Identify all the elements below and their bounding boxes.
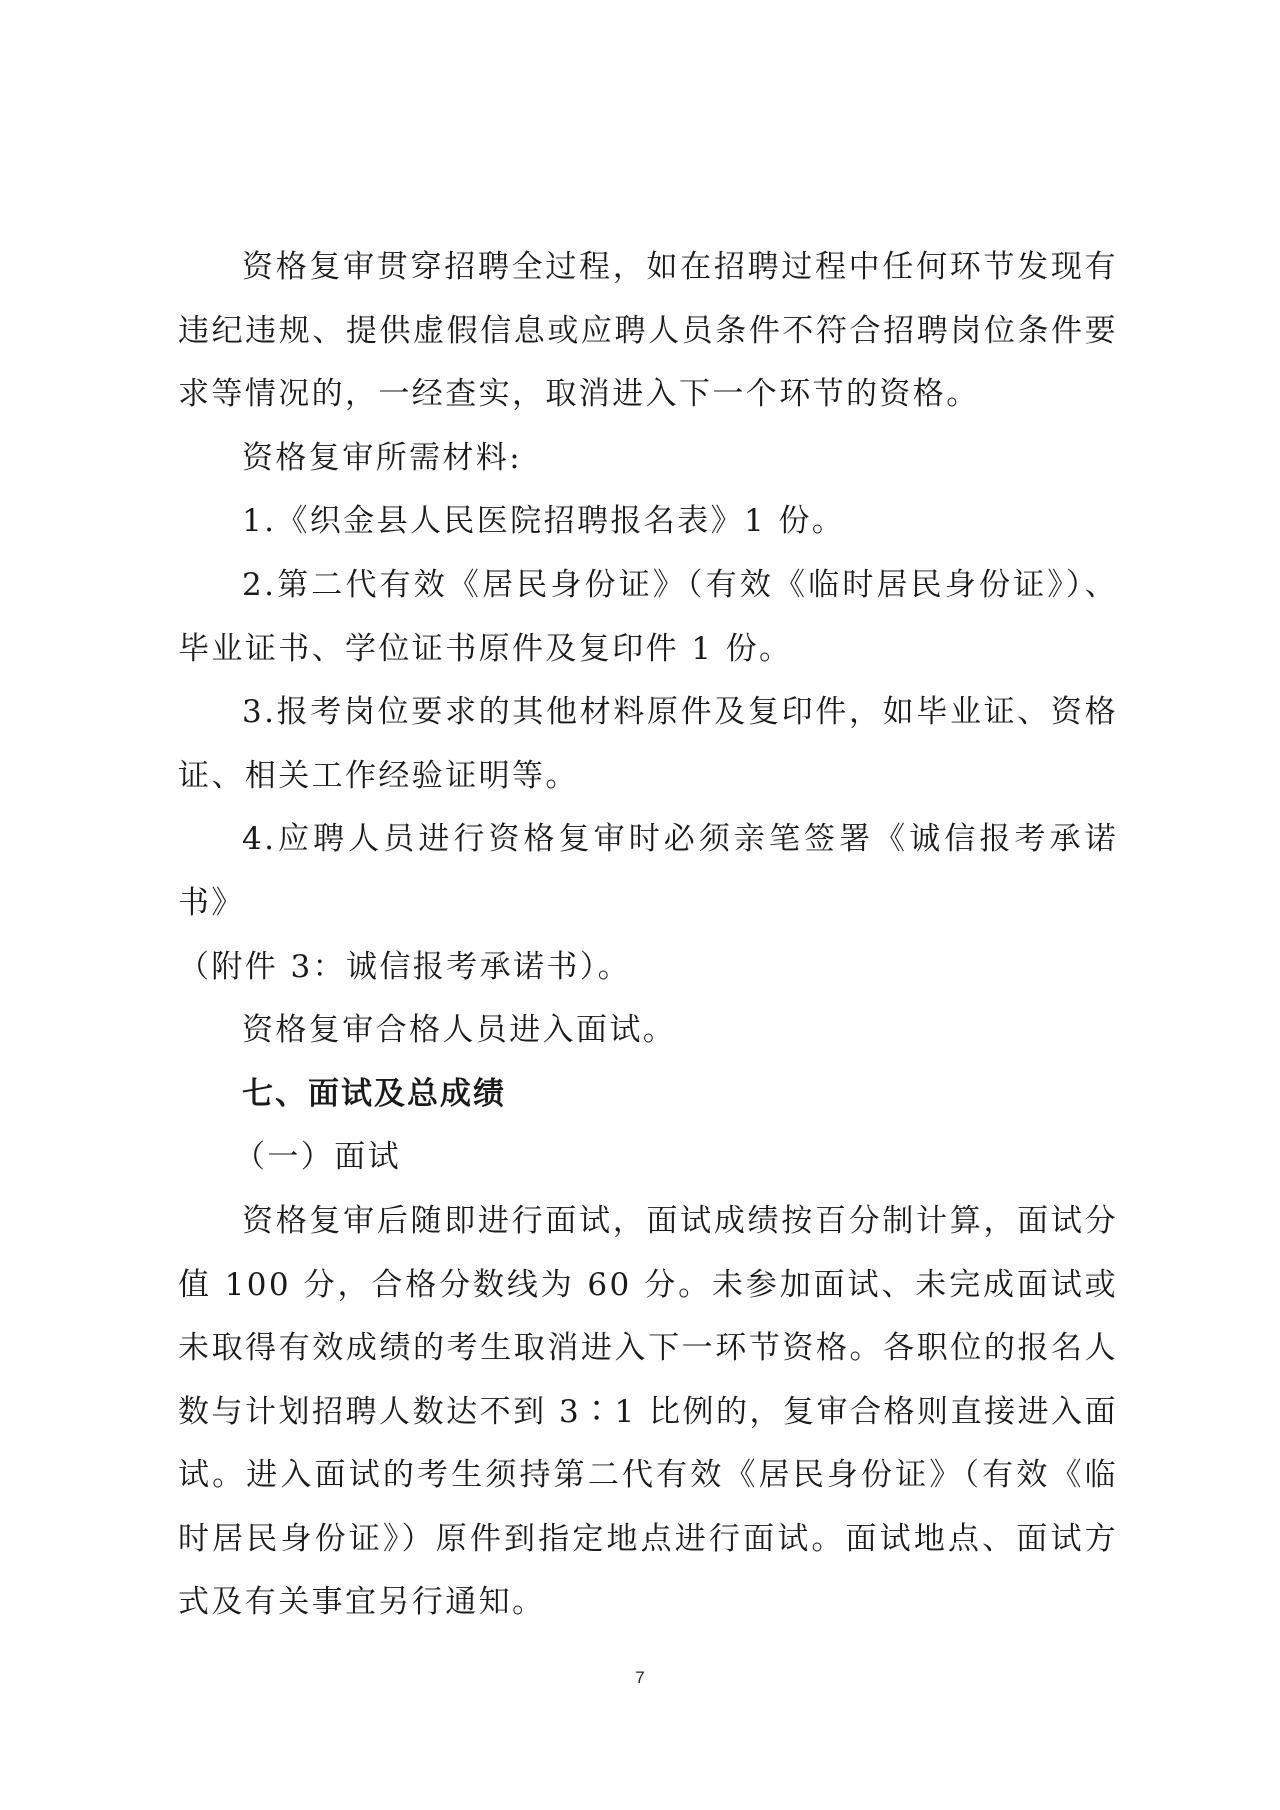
list-item-integrity-pledge: 4.应聘人员进行资格复审时必须亲笔签署《诚信报考承诺书》 — [178, 821, 1118, 921]
paragraph-qualified-to-interview: 资格复审合格人员进入面试。 — [242, 1012, 677, 1049]
page-number: 7 — [635, 1668, 645, 1687]
list-item-other-materials: 3.报考岗位要求的其他材料原件及复印件，如毕业证、资格证、相关工作经验证明等。 — [178, 694, 1118, 794]
list-item-registration-form: 1.《织金县人民医院招聘报名表》1 份。 — [242, 503, 846, 540]
paragraph-interview: 资格复审后随即进行面试，面试成绩按百分制计算，面试分值 100 分，合格分数线为 60 分。未参加面试、未完成面试或未取得有效成绩的考生取消进入下一环节资格。各职位的报名人数与计划招聘人数达不到 3∶1 比例的，复审合格则直接进入面试。进入面试的考生须持第二代有效《居民身份证》（有效《临时居民身份证》）原件到指定地点进行面试。面试地点、面试方式及有关事宜另行通知。 — [178, 1202, 1118, 1621]
subsection-heading: （一）面试 — [234, 1139, 401, 1176]
document-body — [178, 236, 1118, 1635]
paragraph-materials-intro: 资格复审所需材料: — [242, 439, 523, 476]
list-item-id-and-diplomas: 2.第二代有效《居民身份证》（有效《临时居民身份证》）、毕业证书、学位证书原件及复印件 1 份。 — [178, 566, 1118, 667]
paragraph-review-scope: 资格复审贯穿招聘全过程，如在招聘过程中任何环节发现有违纪违规、提供虚假信息或应聘人员条件不符合招聘岗位条件要求等情况的，一经查实，取消进入下一个环节的资格。 — [178, 249, 1118, 413]
list-item-integrity-pledge-note: （附件 3：诚信报考承诺书）。 — [178, 948, 632, 985]
section-heading: 七、面试及总成绩 — [242, 1075, 506, 1112]
